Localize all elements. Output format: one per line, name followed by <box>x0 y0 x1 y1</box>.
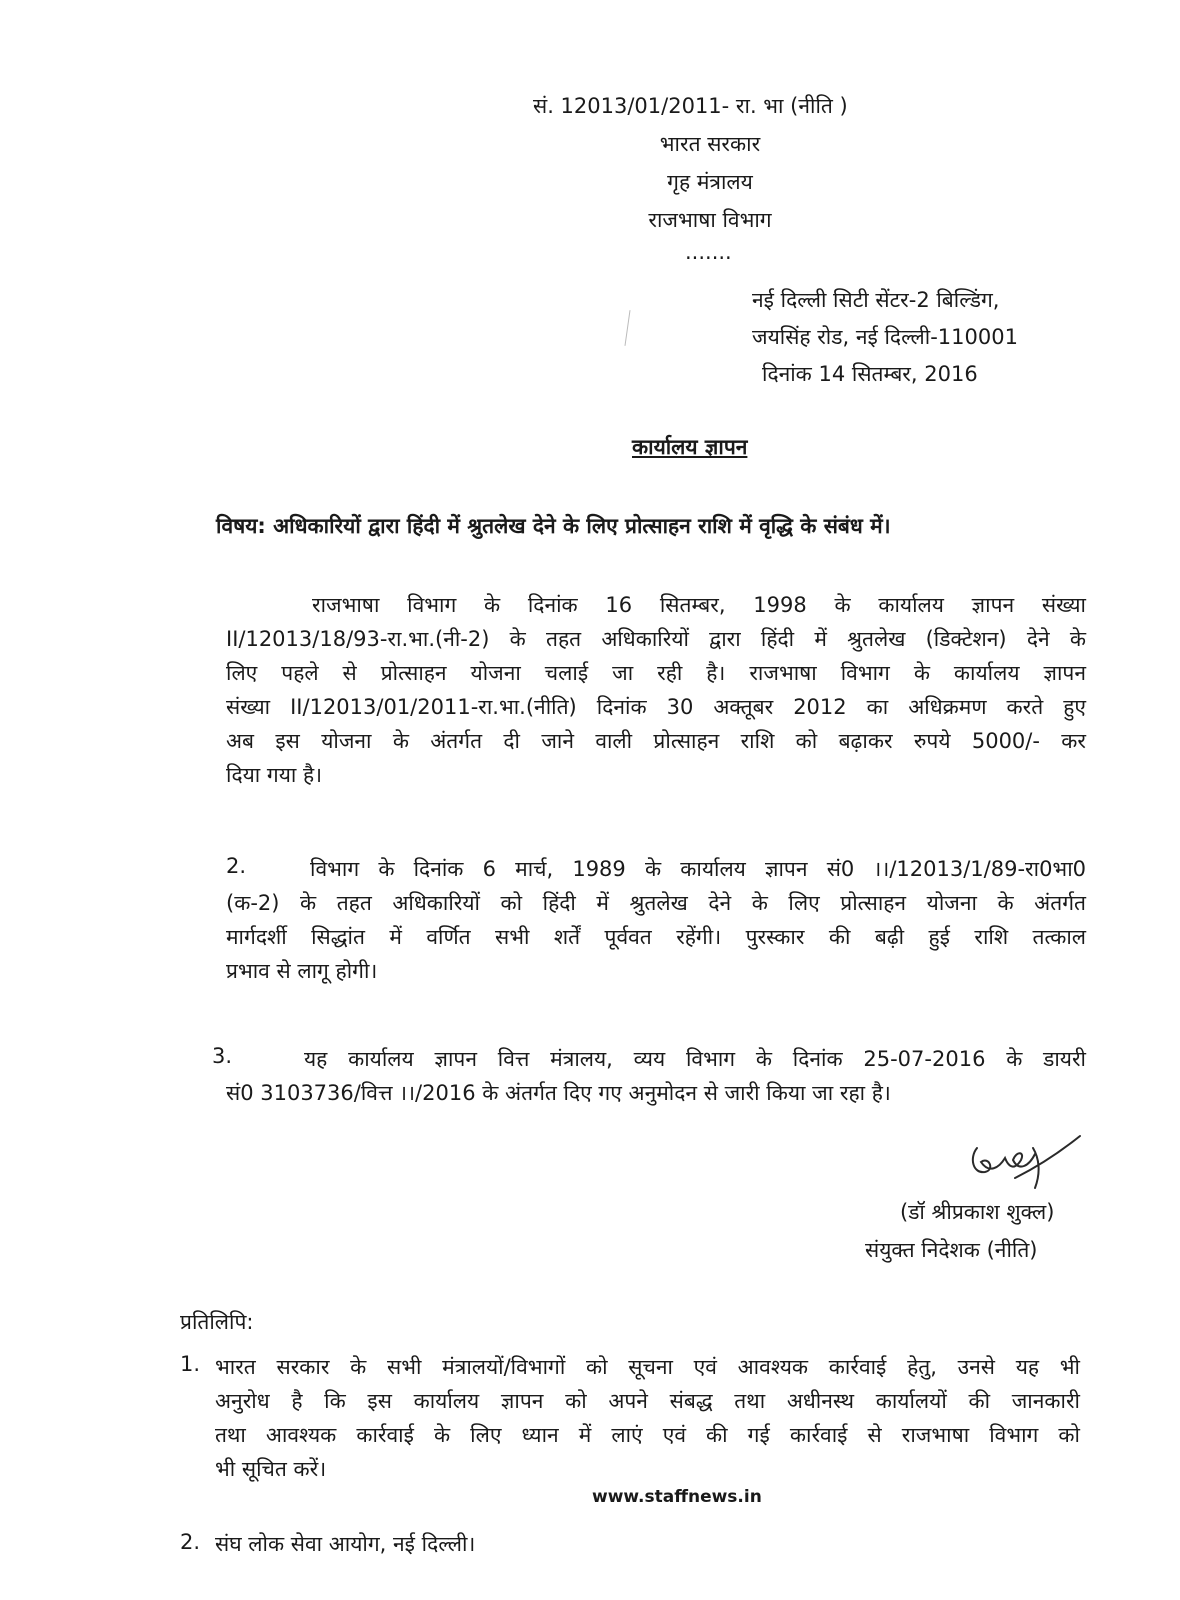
paragraph-1-line: दिया गया है। <box>226 763 323 787</box>
issue-date: दिनांक 14 सितम्बर, 2016 <box>762 362 978 386</box>
paragraph-1-line: अब इस योजना के अंतर्गत दी जाने वाली प्रोत्साहन राशि को बढ़ाकर रुपये 5000/- कर <box>226 729 1086 753</box>
paragraph-1-line: राजभाषा विभाग के दिनांक 16 सितम्बर, 1998 के कार्यालय ज्ञापन संख्या <box>312 593 1086 617</box>
copy-to-label: प्रतिलिपि: <box>180 1310 254 1334</box>
copy-item-1-line: भारत सरकार के सभी मंत्रालयों/विभागों को सूचना एवं आवश्यक कार्रवाई हेतु, उनसे यह भी <box>215 1355 1080 1379</box>
govt-name: भारत सरकार <box>659 132 761 156</box>
paragraph-2-line: मार्गदर्शी सिद्धांत में वर्णित सभी शर्तें पूर्ववत रहेंगी। पुरस्कार की बढ़ी हुई राशि तत्काल <box>226 925 1086 949</box>
paragraph-3 <box>226 1042 1086 1110</box>
website-watermark[interactable]: www.staffnews.in <box>592 1487 762 1507</box>
address-line-1: नई दिल्ली सिटी सेंटर-2 बिल्डिंग, <box>752 288 1000 312</box>
copy-item-1 <box>215 1350 1080 1486</box>
ministry-name: गृह मंत्रालय <box>667 170 753 194</box>
paragraph-1-line: II/12013/18/93-रा.भा.(नी-2) के तहत अधिकारियों द्वारा हिंदी में श्रुतलेख (डिक्टेशन) देने के <box>226 627 1086 651</box>
file-number: सं. 12013/01/2011- रा. भा (नीति ) <box>533 94 848 118</box>
paragraph-1-line: संख्या II/12013/01/2011-रा.भा.(नीति) दिनांक 30 अक्तूबर 2012 का अधिक्रमण करते हुए <box>226 695 1086 719</box>
copy-item-2: संघ लोक सेवा आयोग, नई दिल्ली। <box>215 1532 476 1556</box>
signatory-name: (डॉ श्रीप्रकाश शुक्ल) <box>900 1200 1055 1224</box>
copy-item-2-number: 2. <box>180 1530 201 1554</box>
copy-item-1-line: अनुरोध है कि इस कार्यालय ज्ञापन को अपने संबद्ध तथा अधीनस्थ कार्यालयों की जानकारी <box>215 1389 1080 1413</box>
paragraph-1-line: लिए पहले से प्रोत्साहन योजना चलाई जा रही है। राजभाषा विभाग के कार्यालय ज्ञापन <box>226 661 1086 685</box>
paragraph-3-number: 3. <box>212 1044 233 1068</box>
signatory-designation: संयुक्त निदेशक (नीति) <box>865 1238 1038 1262</box>
paragraph-1 <box>226 588 1086 792</box>
copy-item-1-line: तथा आवश्यक कार्रवाई के लिए ध्यान में लाएं एवं की गई कार्रवाई से राजभाषा विभाग को <box>215 1423 1080 1447</box>
handwritten-signature <box>955 1128 1085 1198</box>
scan-mark <box>624 310 630 346</box>
subject-line: विषय: अधिकारियों द्वारा हिंदी में श्रुतलेख देने के लिए प्रोत्साहन राशि में वृद्धि के संबंध में। <box>216 514 891 538</box>
paragraph-2-line: (क-2) के तहत अधिकारियों को हिंदी में श्रुतलेख देने के लिए प्रोत्साहन योजना के अंतर्गत <box>226 891 1086 915</box>
paragraph-2-line: प्रभाव से लागू होगी। <box>226 959 378 983</box>
paragraph-2-line: विभाग के दिनांक 6 मार्च, 1989 के कार्यालय ज्ञापन सं0 ।।/12013/1/89-रा0भा0 <box>310 857 1086 881</box>
paragraph-3-line: यह कार्यालय ज्ञापन वित्त मंत्रालय, व्यय विभाग के दिनांक 25-07-2016 के डायरी <box>304 1047 1086 1071</box>
paragraph-3-line: सं0 3103736/वित्त ।।/2016 के अंतर्गत दिए गए अनुमोदन से जारी किया जा रहा है। <box>226 1081 891 1105</box>
paragraph-2-number: 2. <box>226 854 247 878</box>
paragraph-2 <box>226 852 1086 988</box>
department-name: राजभाषा विभाग <box>648 208 772 232</box>
copy-item-1-line: भी सूचित करें। <box>215 1457 327 1481</box>
document-title: कार्यालय ज्ञापन <box>632 435 748 459</box>
copy-item-1-number: 1. <box>180 1352 201 1376</box>
separator-dots: ....... <box>685 240 732 264</box>
address-line-2: जयसिंह रोड, नई दिल्ली-110001 <box>752 325 1018 349</box>
